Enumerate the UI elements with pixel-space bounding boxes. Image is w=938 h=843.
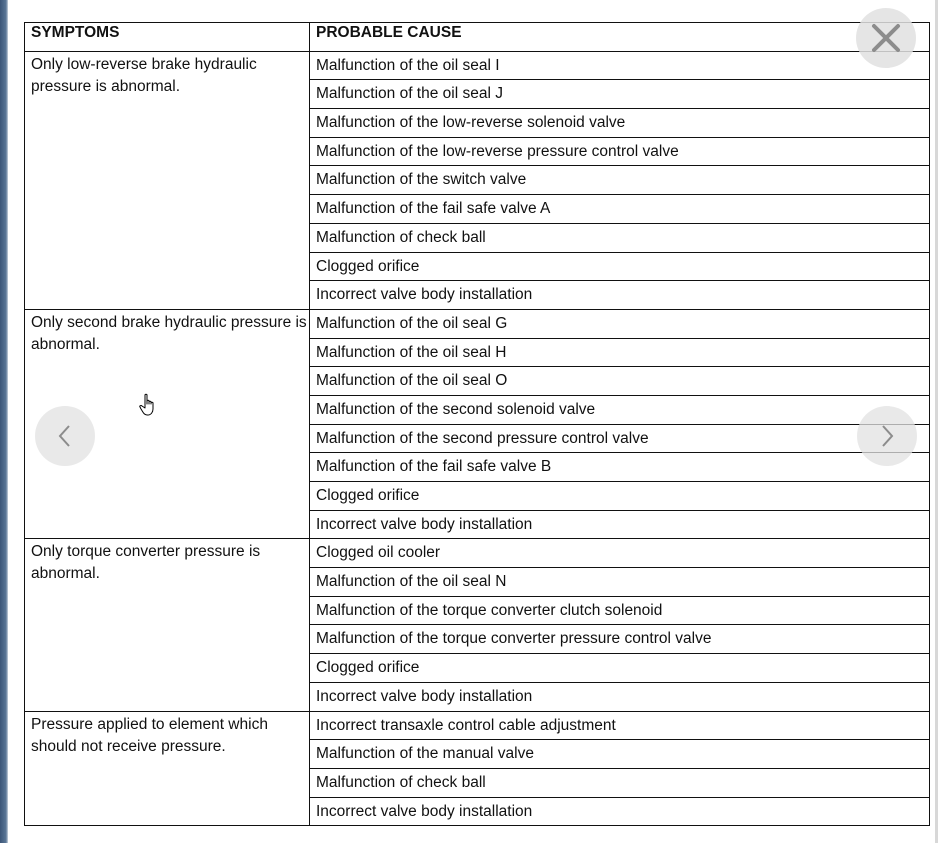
table-row (25, 711, 930, 740)
window-left-edge (0, 0, 8, 843)
header-symptoms: SYMPTOMS (25, 23, 310, 52)
cause-cell: Incorrect valve body installation (310, 682, 930, 711)
cause-cell: Incorrect valve body installation (310, 281, 930, 310)
diagnosis-table (24, 22, 930, 826)
cause-cell: Malfunction of the oil seal G (310, 309, 930, 338)
cause-cell: Malfunction of the fail safe valve A (310, 195, 930, 224)
cause-cell: Malfunction of check ball (310, 223, 930, 252)
cause-cell: Incorrect valve body installation (310, 797, 930, 826)
symptom-cell: Pressure applied to element which should not receive pressure. (25, 711, 310, 826)
table-row (25, 539, 930, 568)
cause-cell: Malfunction of the switch valve (310, 166, 930, 195)
table-body (25, 51, 930, 826)
cause-cell: Malfunction of the oil seal H (310, 338, 930, 367)
next-button[interactable] (857, 406, 917, 466)
cause-cell: Clogged orifice (310, 654, 930, 683)
cause-cell: Clogged orifice (310, 482, 930, 511)
cause-cell: Incorrect transaxle control cable adjustment (310, 711, 930, 740)
image-viewer (8, 0, 935, 843)
cause-cell: Clogged oil cooler (310, 539, 930, 568)
cause-cell: Malfunction of the oil seal I (310, 51, 930, 80)
symptom-cell: Only torque converter pressure is abnormal. (25, 539, 310, 711)
symptom-cell: Only low-reverse brake hydraulic pressure is abnormal. (25, 51, 310, 309)
symptom-cell: Only second brake hydraulic pressure is abnormal. (25, 309, 310, 539)
cause-cell: Malfunction of the low-reverse solenoid valve (310, 109, 930, 138)
cause-cell: Malfunction of the manual valve (310, 740, 930, 769)
cause-cell: Malfunction of check ball (310, 768, 930, 797)
cause-cell: Malfunction of the oil seal J (310, 80, 930, 109)
table-header-row (25, 23, 930, 52)
chevron-right-icon (878, 423, 896, 449)
cause-cell: Clogged orifice (310, 252, 930, 281)
cause-cell: Malfunction of the oil seal N (310, 568, 930, 597)
table-row (25, 51, 930, 80)
cause-cell: Malfunction of the fail safe valve B (310, 453, 930, 482)
table-row (25, 309, 930, 338)
cause-cell: Malfunction of the torque converter clutch solenoid (310, 596, 930, 625)
chevron-left-icon (56, 423, 74, 449)
close-icon (871, 23, 901, 53)
cause-cell: Incorrect valve body installation (310, 510, 930, 539)
previous-button[interactable] (35, 406, 95, 466)
cause-cell: Malfunction of the oil seal O (310, 367, 930, 396)
cause-cell: Malfunction of the second pressure control valve (310, 424, 930, 453)
hand-pointer-icon (139, 393, 159, 417)
cause-cell: Malfunction of the second solenoid valve (310, 395, 930, 424)
cause-cell: Malfunction of the torque converter pressure control valve (310, 625, 930, 654)
close-button[interactable] (856, 8, 916, 68)
header-probable-cause: PROBABLE CAUSE (310, 23, 930, 52)
cause-cell: Malfunction of the low-reverse pressure control valve (310, 137, 930, 166)
